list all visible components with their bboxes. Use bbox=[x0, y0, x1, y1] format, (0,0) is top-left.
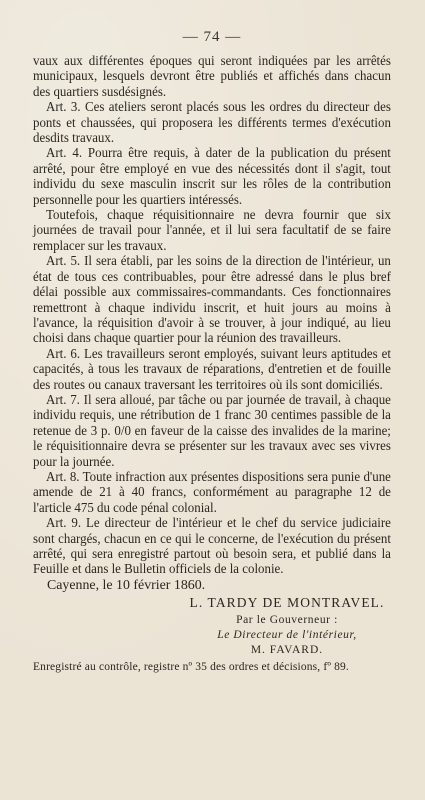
paragraph-art-6: Art. 6. Les travailleurs seront employés, suivant leurs aptitudes et capacités, à tous les travaux de réparations, d'entretien et de fouille des routes ou canaux traversant les territoires où ils sont domiciliés. bbox=[33, 346, 391, 393]
page-number: — 74 — bbox=[182, 29, 242, 45]
paragraph-art-7: Art. 7. Il sera alloué, par tâche ou par journée de travail, à chaque individu requis, une rétribution de 1 franc 30 centimes passible de la retenue de 3 p. 0/0 en faveur de la caisse des invalides de la marine; le réquisitionnaire devra se présenter sur les travaux avec ses vivres pour la journée. bbox=[33, 392, 391, 470]
by-line: Par le Gouverneur : bbox=[236, 614, 338, 627]
paragraph-art-5: Art. 5. Il sera établi, par les soins de la direction de l'intérieur, un état de tous ces contribuables, pour être adressé dans le plus bref délai possible aux commissaires-commandants. Ces fonctionnaires remettront à chaque individu inscrit, et huit jours au moins à l'avance, la réquisition d'avoir à se trouver, à jour indiqué, au lieu choisi dans chaque quartier pour la réunion des travailleurs. bbox=[33, 254, 391, 347]
dateline: Cayenne, le 10 février 1860. bbox=[47, 577, 206, 593]
paragraph-toutefois: Toutefois, chaque réquisitionnaire ne devra fournir que six journées de travail pour l'année, et il lui sera facultatif de se faire remplacer sur les travaux. bbox=[33, 208, 391, 254]
paragraph-art-9: Art. 9. Le directeur de l'intérieur et le chef du service judiciaire sont chargés, chacun en ce qui le concerne, de l'exécution du présent arrêté, qui sera enregistré partout où besoin sera, et publié dans la Feuille et dans le Bulletin officiels de la colonie. bbox=[33, 516, 391, 578]
paragraph-art-8: Art. 8. Toute infraction aux présentes dispositions sera punie d'une amende de 21 à 40 francs, conformément au paragraphe 12 de l'article 475 du code pénal colonial. bbox=[33, 469, 391, 516]
paragraph-art-3: Art. 3. Ces ateliers seront placés sous les ordres du directeur des ponts et chaussées, qui proposera les différents termes d'exécution desdits travaux. bbox=[33, 100, 391, 147]
paragraph-art-4: Art. 4. Pourra être requis, à dater de la publication du présent arrêté, pour être employé en vue des nécessités dont il s'agit, tout individu du sexe masculin inscrit sur les rôles de la contribution personnelle pour les quartiers intéressés. bbox=[33, 146, 391, 208]
signature-block bbox=[183, 595, 391, 658]
governor-name: L. TARDY DE MONTRAVEL. bbox=[189, 595, 385, 611]
registry-note: Enregistré au contrôle, registre nº 35 des ordres et décisions, fº 89. bbox=[33, 661, 349, 674]
director-title: Le Directeur de l'intérieur, bbox=[217, 629, 357, 642]
paragraph-continuation: vaux aux différentes époques qui seront indiquées par les arrêtés municipaux, lesquels devront être publiés et affichés dans chacun des quartiers susdésignés. bbox=[33, 54, 391, 100]
article-body bbox=[33, 54, 391, 578]
director-name: M. FAVARD. bbox=[250, 644, 324, 657]
